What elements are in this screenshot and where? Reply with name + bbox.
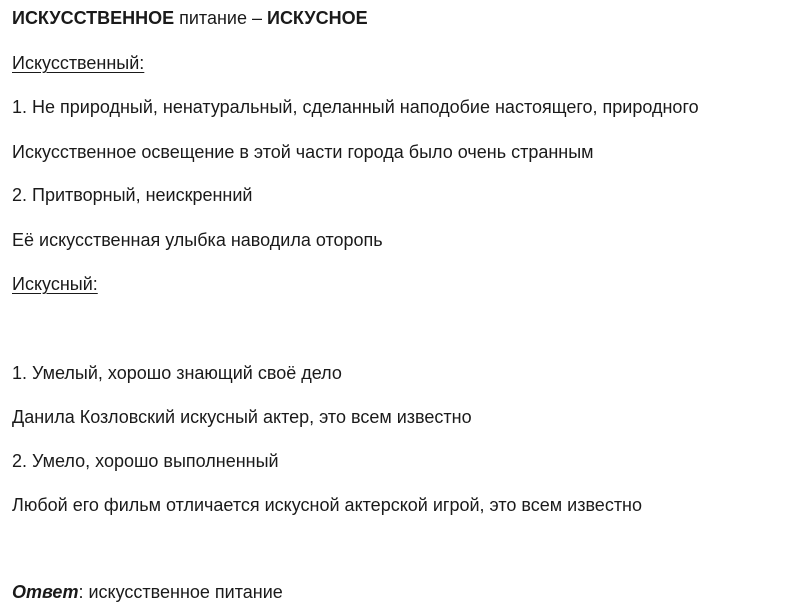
example-2-artificial: Её искусственная улыбка наводила оторопь [12, 230, 383, 250]
answer-label: Ответ [12, 582, 79, 602]
section-heading-artificial: Искусственный: [12, 53, 145, 73]
definition-2-artificial: 2. Притворный, неискренний [12, 185, 253, 205]
answer-text: искусственное питание [83, 582, 283, 602]
definition-1-artificial: 1. Не природный, ненатуральный, сделанный наподобие настоящего, природного [12, 97, 699, 117]
definition-1-skillful: 1. Умелый, хорошо знающий своё дело [12, 363, 342, 383]
title-middle: питание – [174, 8, 267, 28]
example-1-skillful: Данила Козловский искусный актер, это всем известно [12, 407, 472, 427]
page-title [12, 6, 368, 30]
definition-2-skillful: 2. Умело, хорошо выполненный [12, 451, 279, 471]
answer-colon: : [78, 582, 84, 602]
example-1-artificial: Искусственное освещение в этой части города было очень странным [12, 142, 594, 162]
answer-line [12, 580, 283, 604]
title-word-2: ИСКУСНОЕ [267, 8, 368, 28]
title-word-1: ИСКУССТВЕННОЕ [12, 8, 175, 28]
section-heading-skillful: Искусный: [12, 274, 98, 294]
example-2-skillful: Любой его фильм отличается искусной актерской игрой, это всем известно [12, 495, 643, 515]
